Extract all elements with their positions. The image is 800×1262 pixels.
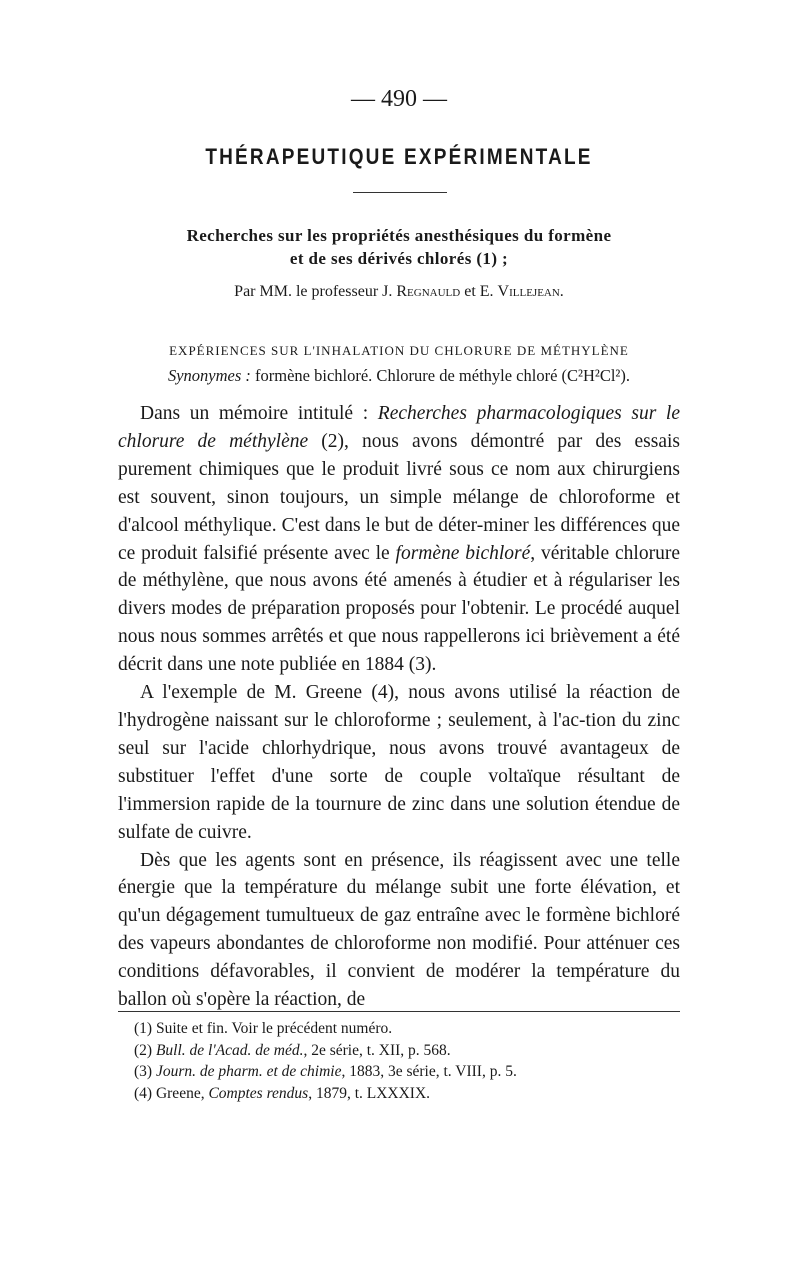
paragraph-2: A l'exemple de M. Greene (4), nous avons utilisé la réaction de l'hydrogène naissant sur le chloroforme ; seulement, à l'ac-tion du zinc seul sur l'acide chlorhydrique, nous avons trouvé avantageux de substituer l'effet d'une sorte de couple voltaïque résultant de l'immersion rapide de la tournure de zinc dans une solution étendue de sulfate de cuivre. (118, 682, 680, 843)
footnote-number: (1) (134, 1020, 153, 1037)
footnote-source: Comptes rendus (208, 1084, 309, 1102)
footnotes (134, 1018, 680, 1104)
footnote-1 (134, 1018, 680, 1040)
subheading: EXPÉRIENCES SUR L'INHALATION DU CHLORURE DE MÉTHYLÈNE (169, 343, 629, 358)
footnote-author: Greene, (155, 1084, 209, 1102)
author-villejean: Villejean. (497, 283, 564, 300)
synonyms-label: Synonymes : (167, 366, 251, 385)
section-title: THÉRAPEUTIQUE EXPÉRIMENTALE (205, 145, 593, 170)
title-divider (353, 192, 447, 193)
synonyms-text: formène bichloré. Chlorure de méthyle chloré (C²H²Cl²). (255, 366, 631, 385)
paragraph-1-italic-a: Recherches pharmacologiques sur le chlorure de méthylène (118, 403, 681, 452)
synonyms-line (118, 366, 680, 386)
authors-prefix: Par MM. le professeur J. (234, 283, 393, 300)
paragraph-3: Dès que les agents sont en présence, ils réagissent avec une telle énergie que la température du mélange subit une forte élévation, et qu'un dégagement tumultueux de gaz entraîne avec le formène bichloré des vapeurs abondantes de chloroforme non modifié. Pour atténuer ces conditions défavorables, il convient de modérer la température du ballon où s'opère la réaction, de (118, 849, 680, 1011)
footnote-text: , 1879, t. LXXXIX. (308, 1084, 431, 1102)
paragraph-1-text-b: (2), nous avons démontré par des essais purement chimiques que le produit livré sous ce nom aux chirurgiens est souvent, sinon toujours, un simple mélange de chloroforme et d'alcool méthylique. C'est dans le but de déter-miner les différences que ce produit falsifié présente avec le (118, 430, 680, 564)
page-number: — 490 — (351, 86, 447, 112)
footnote-3 (134, 1061, 680, 1083)
footnote-number: (2) (134, 1041, 153, 1059)
body-text (118, 400, 680, 1014)
authors-mid: et E. (464, 283, 494, 300)
footnote-number: (3) (134, 1063, 153, 1080)
author-regnauld: Regnauld (396, 283, 461, 300)
article-authors (118, 283, 680, 301)
footnote-text: , 1883, 3e série, t. VIII, p. 5. (341, 1063, 517, 1080)
article-title (118, 224, 680, 270)
paragraph-1-text-a: Dans un mémoire intitulé : (140, 403, 378, 424)
footnote-2 (134, 1040, 680, 1062)
article-title-line2: et de ses dérivés chlorés (1) ; (289, 249, 509, 268)
footnote-source: Journ. de pharm. et de chimie (155, 1063, 342, 1080)
paragraph-1-text-c: , véritable chlorure de méthylène, que nous avons été amenés à étudier et à régulariser les divers modes de préparation proposés pour l'obtenir. Le procédé auquel nous nous sommes arrêtés et que nous rappellerons ici brièvement a été décrit dans une note publiée en 1884 (3). (118, 542, 680, 676)
footnote-text: , 2e série, t. XII, p. 568. (303, 1041, 451, 1059)
footnote-source: Bull. de l'Acad. de méd. (155, 1041, 304, 1059)
footnote-4 (134, 1083, 680, 1105)
footnote-number: (4) (134, 1084, 153, 1102)
article-title-line1: Recherches sur les propriétés anesthésiques du formène (186, 226, 612, 245)
paragraph-1 (118, 400, 680, 679)
footnote-divider (118, 1011, 680, 1012)
paragraph-1-italic-b: formène bichloré (395, 542, 531, 564)
footnote-text: Suite et fin. Voir le précédent numéro. (155, 1020, 393, 1037)
